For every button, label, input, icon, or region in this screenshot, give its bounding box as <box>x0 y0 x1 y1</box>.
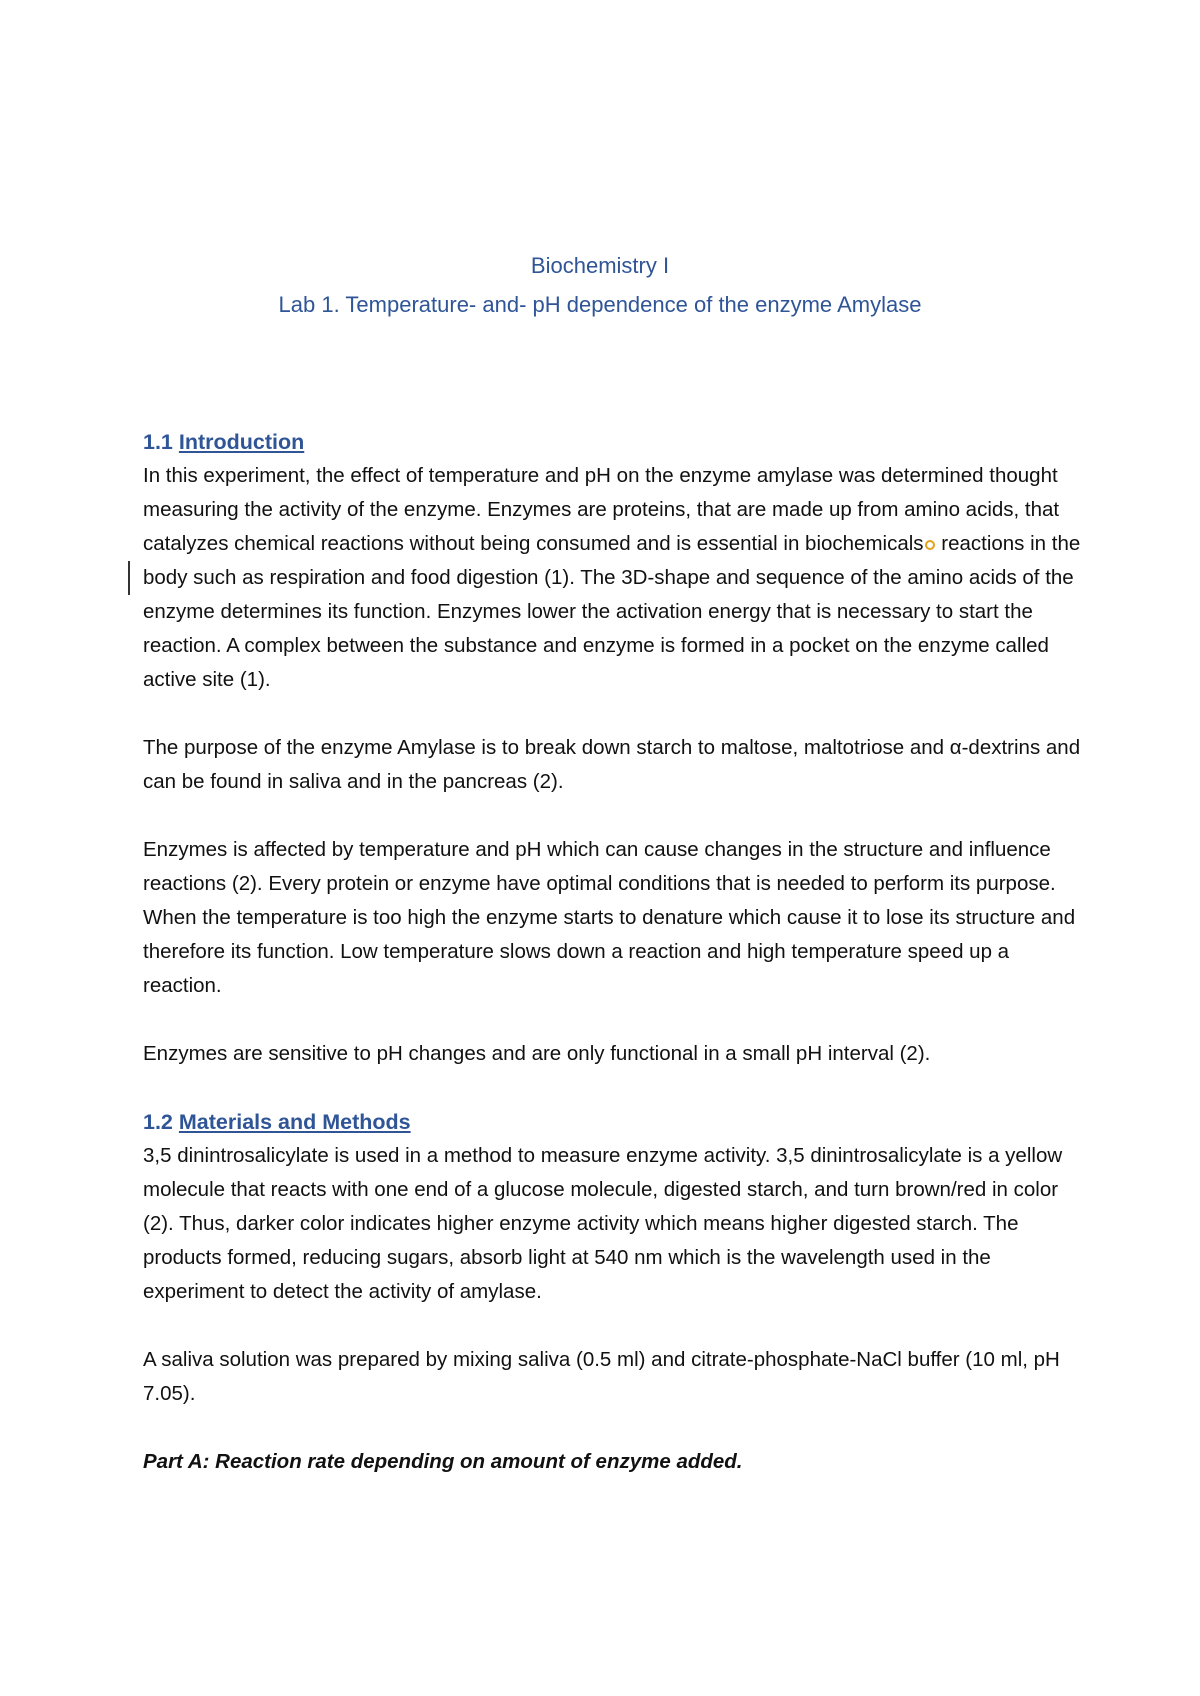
course-title: Biochemistry I <box>530 253 670 278</box>
section-title[interactable]: Materials and Methods <box>178 1110 411 1134</box>
section-heading-introduction <box>143 425 1083 459</box>
subsection-heading: Part A: Reaction rate depending on amount of enzyme added. <box>143 1450 743 1473</box>
section-number: 1.2 <box>143 1110 173 1134</box>
section-title[interactable]: Introduction <box>178 430 305 454</box>
paragraph: Enzymes are sensitive to pH changes and are only functional in a small pH interval (2). <box>143 1042 931 1065</box>
paragraph: The purpose of the enzyme Amylase is to break down starch to maltose, maltotriose and α-dextrins and can be found in saliva and in the pancreas (2). <box>143 736 1081 793</box>
section-number: 1.1 <box>143 430 173 454</box>
section-heading-materials-methods <box>143 1105 1083 1139</box>
paragraph: 3,5 dinintrosalicylate is used in a method to measure enzyme activity. 3,5 dinintrosalicylate is a yellow molecule that reacts with one end of a glucose molecule, digested starch, and turn brown/red in color (2). Thus, darker color indicates higher enzyme activity which means higher digested starch. The products formed, reducing sugars, absorb light at 540 nm which is the wavelength used in the experiment to detect the activity of amylase. <box>143 1144 1063 1303</box>
paragraph: A saliva solution was prepared by mixing saliva (0.5 ml) and citrate-phosphate-NaCl buffer (10 ml, pH 7.05). <box>143 1348 1060 1405</box>
text-cursor <box>128 561 130 595</box>
paragraph-text: reactions in the body such as respiration and food digestion (1). The 3D-shape and sequence of the amino acids of the enzyme determines its function. Enzymes lower the activation energy that is necessary to start the reaction. A complex between the substance and enzyme is formed in a pocket on the enzyme called active site (1). <box>143 532 1081 691</box>
title-block <box>0 246 1200 324</box>
paragraph: Enzymes is affected by temperature and pH which can cause changes in the structure and influence reactions (2). Every protein or enzyme have optimal conditions that is needed to perform its purpose. When the temperature is too high the enzyme starts to denature which cause it to lose its structure and therefore its function. Low temperature slows down a reaction and high temperature speed up a reaction. <box>143 838 1076 997</box>
paragraph <box>143 459 1083 697</box>
document-body <box>143 425 1083 1513</box>
edit-marker-icon[interactable] <box>925 540 935 550</box>
lab-title: Lab 1. Temperature- and- pH dependence of the enzyme Amylase <box>278 292 922 317</box>
paragraph-text: In this experiment, the effect of temperature and pH on the enzyme amylase was determined thought measuring the activity of the enzyme. Enzymes are proteins, that are made up from amino acids, that catalyzes chemical reactions without being consumed and is essential in biochemicals <box>143 464 1060 555</box>
